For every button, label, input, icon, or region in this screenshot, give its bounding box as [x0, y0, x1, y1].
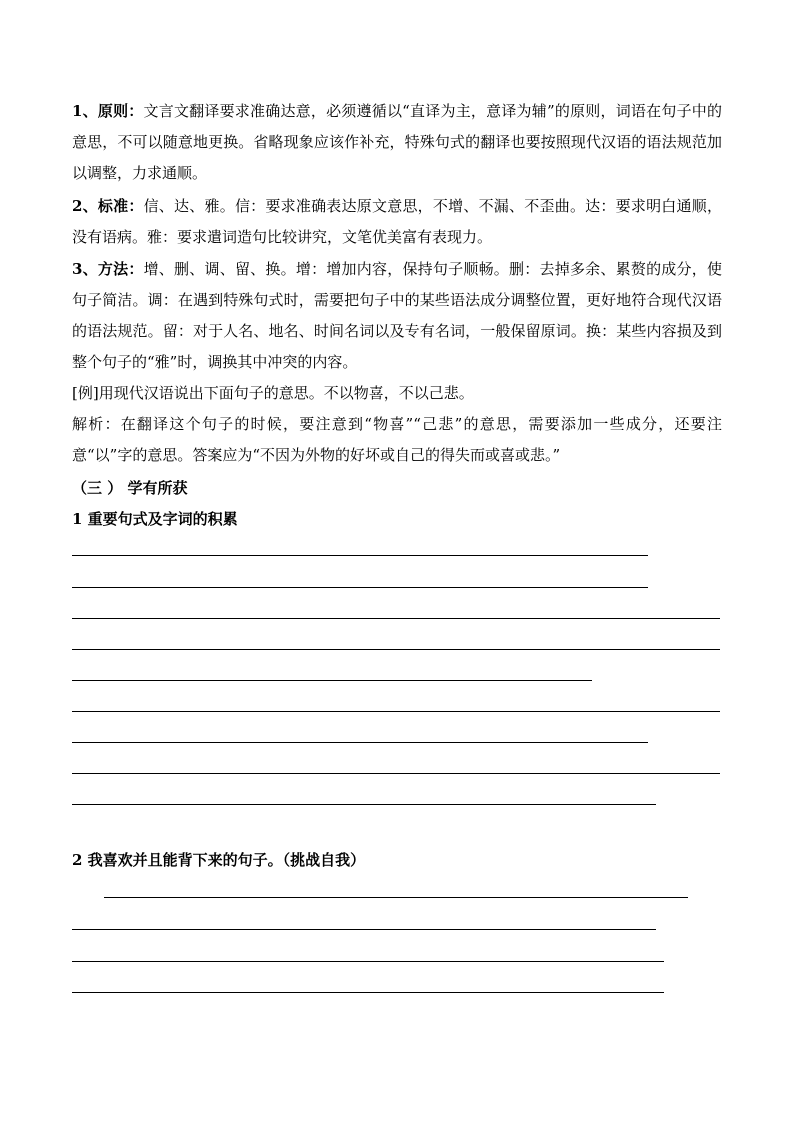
answer-line[interactable] — [72, 929, 656, 930]
answer-line[interactable] — [72, 618, 720, 619]
example-text: [例]用现代汉语说出下面句子的意思。不以物喜，不以己悲。 — [72, 384, 474, 402]
principle-paragraph — [72, 96, 722, 189]
method-paragraph — [72, 254, 722, 378]
analysis-paragraph — [72, 409, 722, 471]
answer-line[interactable] — [72, 804, 656, 805]
answer-line[interactable] — [72, 649, 720, 650]
gains-item-1: 1 重要句式及字词的积累 — [72, 510, 238, 528]
answer-line[interactable] — [72, 587, 648, 588]
principle-text: 文言文翻译要求准确达意，必须遵循以“直译为主，意译为辅”的原则，词语在句子中的意思，不可以随意地更换。省略现象应该作补充，特殊句式的翻译也要按照现代汉语的语法规范加以调整，力求通顺。 — [72, 102, 723, 182]
gains-item-2: 2 我喜欢并且能背下来的句子。（挑战自我） — [72, 851, 366, 869]
analysis-text: 解析：在翻译这个句子的时候，要注意到“物喜”“己悲”的意思，需要添加一些成分，还要注意“以”字的意思。答案应为“不因为外物的好坏或自己的得失而或喜或悲。” — [72, 415, 722, 464]
answer-line[interactable] — [72, 555, 648, 556]
answer-line[interactable] — [72, 680, 592, 681]
standard-paragraph — [72, 191, 722, 253]
answer-line[interactable] — [72, 992, 664, 993]
answer-line[interactable] — [72, 961, 664, 962]
principle-label: 1、原则： — [72, 102, 144, 120]
method-label: 3、方法： — [72, 260, 144, 278]
example-paragraph — [72, 378, 722, 409]
answer-line[interactable] — [72, 711, 720, 712]
answer-line[interactable] — [104, 897, 688, 898]
answer-line[interactable] — [72, 742, 648, 743]
standard-label: 2、标准： — [72, 197, 144, 215]
method-text: 增、删、调、留、换。增：增加内容，保持句子顺畅。删：去掉多余、累赘的成分，使句子简洁。调：在遇到特殊句式时，需要把句子中的某些语法成分调整位置，更好地符合现代汉语的语法规范。留：对于人名、地名、时间名词以及专有名词，一般保留原词。换：某些内容损及到整个句子的“雅”时，调换其中冲突的内容。 — [72, 260, 722, 371]
gains-title: （三 ） 学有所获 — [72, 479, 188, 497]
answer-line[interactable] — [72, 773, 720, 774]
standard-text: 信、达、雅。信：要求准确表达原文意思，不增、不漏、不歪曲。达：要求明白通顺，没有语病。雅：要求遣词造句比较讲究，文笔优美富有表现力。 — [72, 197, 722, 246]
